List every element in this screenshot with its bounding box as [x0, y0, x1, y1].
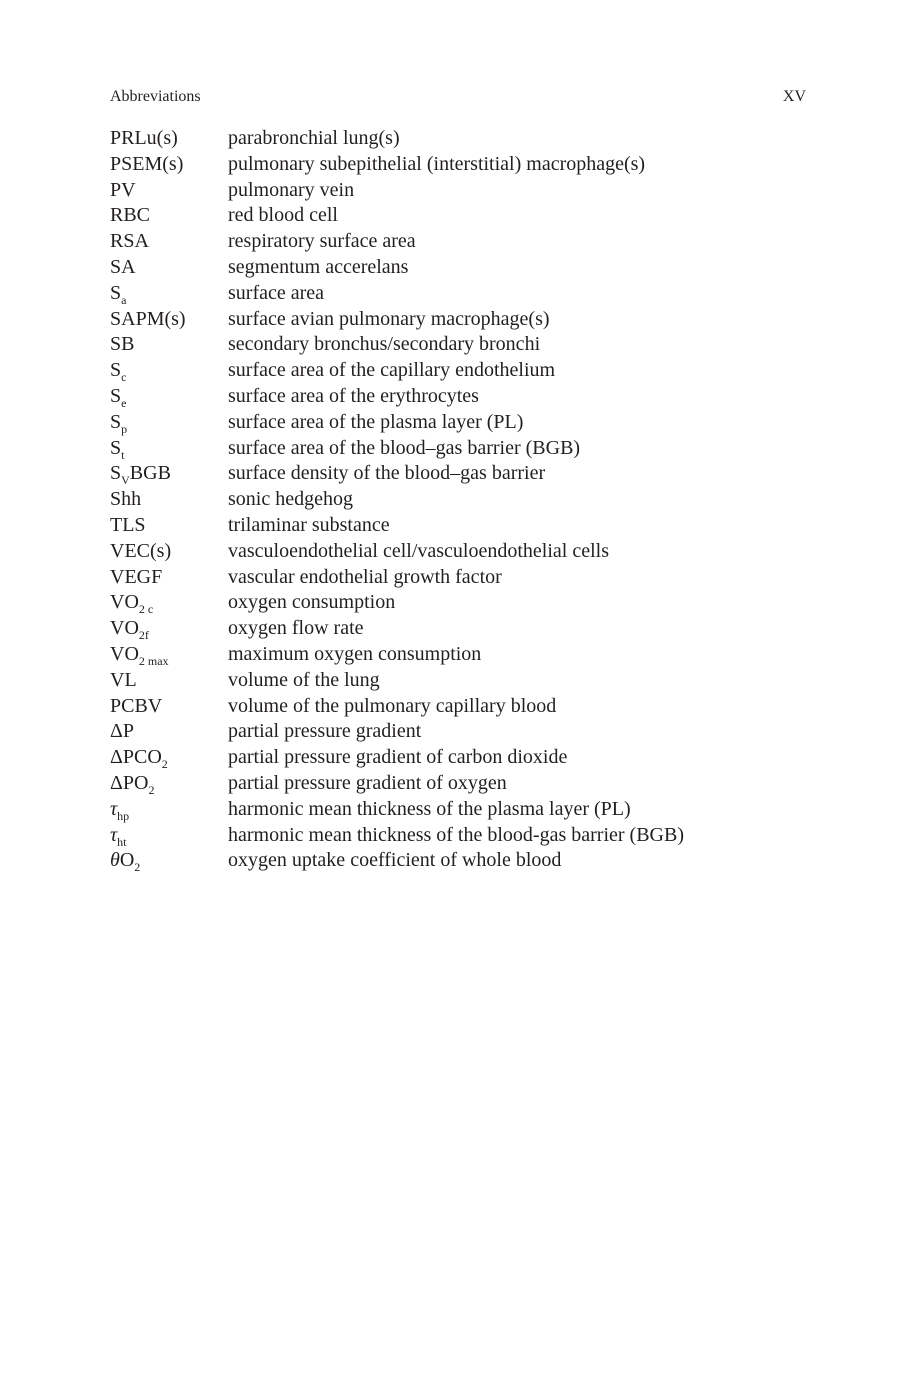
term-main-suffix: O [119, 849, 135, 872]
abbreviation-definition: red blood cell [228, 204, 338, 227]
term-subscript: 2 c [138, 602, 154, 617]
term-main: VO [110, 617, 139, 640]
abbreviation-row [110, 461, 810, 487]
term-main: VEGF [110, 565, 163, 588]
abbreviation-definition: partial pressure gradient of oxygen [228, 771, 507, 794]
abbreviation-term [110, 668, 137, 694]
abbreviation-term [110, 152, 183, 178]
term-main: S [110, 436, 122, 459]
term-main: S [110, 281, 122, 304]
term-main: VL [110, 668, 137, 691]
abbreviation-definition: volume of the lung [228, 668, 380, 691]
term-main: RBC [110, 204, 151, 227]
abbreviation-row [110, 410, 810, 436]
abbreviation-term [110, 797, 129, 823]
abbreviation-row [110, 797, 810, 823]
abbreviation-definition: vascular endothelial growth factor [228, 565, 502, 588]
term-subscript: p [121, 421, 128, 436]
abbreviation-term [110, 358, 126, 384]
abbreviation-term [110, 332, 134, 358]
page-number: XV [782, 88, 806, 105]
term-main: VEC(s) [110, 539, 172, 562]
term-main: VO [110, 591, 139, 614]
abbreviation-row [110, 848, 810, 874]
term-main: S [110, 462, 122, 485]
abbreviation-definition: oxygen consumption [228, 591, 396, 614]
abbreviation-row [110, 281, 810, 307]
term-main: ΔP [110, 720, 134, 743]
term-subscript: 2 [161, 757, 168, 772]
abbreviation-definition: oxygen uptake coefficient of whole blood [228, 849, 562, 872]
abbreviation-term [110, 616, 149, 642]
abbreviation-term [110, 539, 171, 565]
abbreviation-term [110, 410, 127, 436]
abbreviation-definition: secondary bronchus/secondary bronchi [228, 333, 541, 356]
term-main: Shh [110, 488, 142, 511]
abbreviation-term [110, 694, 162, 720]
term-subscript: 2 [134, 860, 141, 875]
term-subscript: 2 [148, 782, 155, 797]
term-main: S [110, 359, 122, 382]
abbreviation-definition: partial pressure gradient of carbon dioxide [228, 746, 568, 769]
abbreviation-row [110, 771, 810, 797]
abbreviation-definition: oxygen flow rate [228, 617, 364, 640]
abbreviation-row [110, 616, 810, 642]
term-main: τ [110, 823, 118, 846]
abbreviation-row [110, 487, 810, 513]
term-main: PRLu(s) [110, 127, 178, 149]
abbreviation-row [110, 332, 810, 358]
term-subscript: a [121, 292, 127, 307]
abbreviation-term [110, 281, 126, 307]
abbreviation-definition: pulmonary vein [228, 178, 355, 201]
abbreviation-row [110, 358, 810, 384]
term-main: SB [110, 333, 135, 356]
term-subscript: c [121, 370, 127, 385]
abbreviation-row [110, 178, 810, 204]
term-subscript: ht [117, 834, 127, 849]
term-main: S [110, 384, 122, 407]
running-head [110, 88, 806, 112]
abbreviation-term [110, 513, 146, 539]
abbreviation-definition: surface area [228, 281, 325, 304]
abbreviation-row [110, 203, 810, 229]
term-main: TLS [110, 513, 146, 536]
abbreviation-term [110, 487, 141, 513]
abbreviation-definition: pulmonary subepithelial (interstitial) macrophage(s) [228, 152, 646, 175]
running-head-title: Abbreviations [110, 88, 201, 105]
abbreviation-row [110, 229, 810, 255]
term-main: θ [110, 849, 120, 872]
abbreviation-term [110, 255, 136, 281]
abbreviation-term [110, 436, 124, 462]
abbreviation-term [110, 823, 127, 849]
abbreviation-row [110, 255, 810, 281]
term-subscript: V [121, 473, 130, 488]
abbreviation-definition: harmonic mean thickness of the blood-gas barrier (BGB) [228, 823, 684, 846]
abbreviation-term [110, 203, 150, 229]
abbreviation-row [110, 539, 810, 565]
abbreviation-row [110, 590, 810, 616]
abbreviation-term [110, 178, 136, 204]
term-main: SA [110, 255, 136, 278]
abbreviation-definition: surface area of the blood–gas barrier (BGB) [228, 436, 581, 459]
abbreviation-definition: partial pressure gradient [228, 720, 422, 743]
abbreviation-row [110, 823, 810, 849]
abbreviation-term [110, 461, 171, 487]
abbreviation-row [110, 642, 810, 668]
abbreviation-definition: segmentum accerelans [228, 255, 409, 278]
term-tail: BGB [129, 462, 171, 485]
term-main: ΔPCO [110, 746, 162, 769]
abbreviation-definition: respiratory surface area [228, 230, 416, 253]
abbreviation-definition: surface avian pulmonary macrophage(s) [228, 307, 550, 330]
abbreviation-row [110, 694, 810, 720]
abbreviation-term [110, 848, 140, 874]
abbreviation-term [110, 771, 154, 797]
abbreviation-definition: sonic hedgehog [228, 488, 353, 511]
abbreviation-term [110, 745, 168, 771]
abbreviation-definition: surface area of the plasma layer (PL) [228, 410, 524, 433]
term-main: RSA [110, 230, 149, 253]
abbreviation-row [110, 152, 810, 178]
abbreviation-list [110, 126, 810, 874]
abbreviation-definition: parabronchial lung(s) [228, 127, 400, 149]
abbreviation-row [110, 719, 810, 745]
abbreviation-definition: surface area of the capillary endothelium [228, 359, 556, 382]
abbreviation-row [110, 668, 810, 694]
abbreviation-row [110, 307, 810, 333]
abbreviation-term [110, 229, 149, 255]
term-subscript: 2 max [138, 653, 169, 668]
term-subscript: t [121, 447, 125, 462]
abbreviation-term [110, 565, 162, 591]
abbreviation-row [110, 565, 810, 591]
abbreviation-term [110, 126, 178, 152]
abbreviation-definition: trilaminar substance [228, 513, 390, 536]
term-main: τ [110, 797, 118, 820]
term-main: PSEM(s) [110, 152, 184, 175]
abbreviation-definition: vasculoendothelial cell/vasculoendothelial cells [228, 539, 609, 562]
abbreviation-definition: maximum oxygen consumption [228, 642, 482, 665]
abbreviation-row [110, 384, 810, 410]
term-subscript: e [121, 395, 127, 410]
abbreviation-term [110, 719, 134, 745]
abbreviation-definition: volume of the pulmonary capillary blood [228, 694, 557, 717]
abbreviation-term [110, 384, 126, 410]
term-main: S [110, 410, 122, 433]
abbreviation-definition: surface area of the erythrocytes [228, 384, 479, 407]
term-main: VO [110, 642, 139, 665]
abbreviation-term [110, 642, 169, 668]
term-subscript: hp [117, 808, 130, 823]
term-subscript: 2f [138, 628, 149, 643]
abbreviation-term [110, 590, 153, 616]
abbreviation-row [110, 436, 810, 462]
term-main: PV [110, 178, 136, 201]
term-main: PCBV [110, 694, 163, 717]
abbreviation-term [110, 307, 186, 333]
abbreviation-row [110, 126, 810, 152]
term-main: SAPM(s) [110, 307, 186, 330]
term-main: ΔPO [110, 771, 149, 794]
abbreviation-row [110, 745, 810, 771]
abbreviation-row [110, 513, 810, 539]
abbreviation-definition: surface density of the blood–gas barrier [228, 462, 546, 485]
abbreviation-definition: harmonic mean thickness of the plasma layer (PL) [228, 797, 631, 820]
